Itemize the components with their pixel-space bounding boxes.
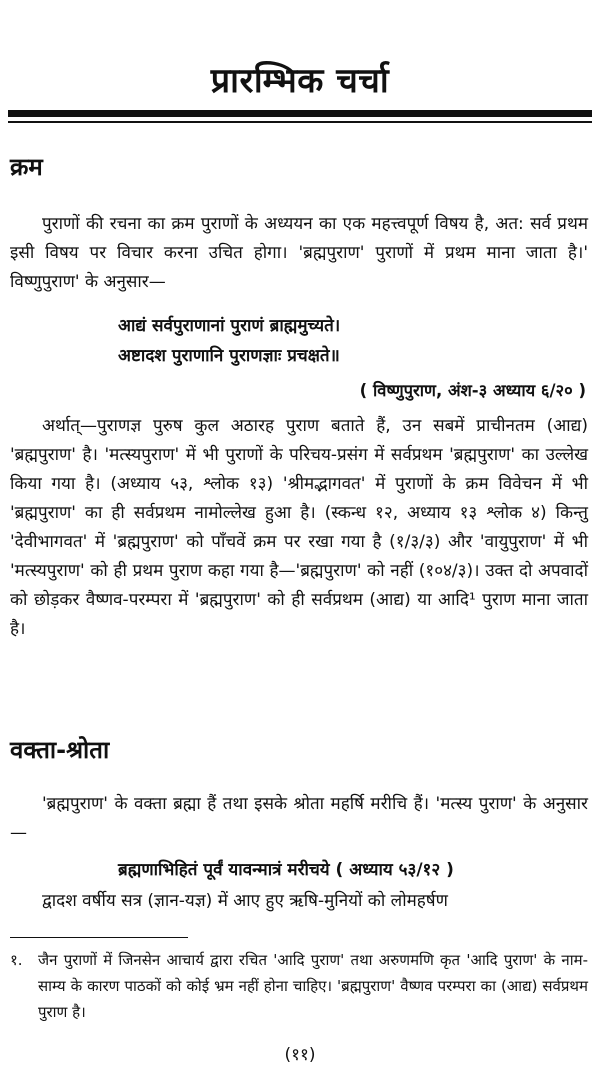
footnote-number: १. <box>10 951 23 969</box>
section1-paragraph-1: पुराणों की रचना का क्रम पुराणों के अध्ययन का एक महत्त्वपूर्ण विषय है, अत: सर्व प्रथम इसी विषय पर विचार करना उचित होगा। 'ब्रह्मपुराण' पुराणों में प्रथम माना जाता है।' विष्णुपुराण' के अनुसार— <box>10 214 588 292</box>
title-rule-thick <box>8 110 592 117</box>
section2-paragraph-1: 'ब्रह्मपुराण' के वक्ता ब्रह्मा हैं तथा इसके श्रोता महर्षि मरीचि हैं। 'मत्स्य पुराण' के अनुसार— <box>10 794 588 843</box>
verse-reference: ( विष्णुपुराण, अंश-३ अध्याय ६/२० ) <box>359 381 586 400</box>
section-heading-vakta-shrota: वक्ता-श्रोता <box>10 736 110 764</box>
footnote <box>10 947 588 1025</box>
footnote-text: जैन पुराणों में जिनसेन आचार्य द्वारा रचित 'आदि पुराण' तथा अरुणमणि कृत 'आदि पुराण' के नाम-साम्य के कारण पाठकों को कोई भ्रम नहीं होना चाहिए। 'ब्रह्मपुराण' वैष्णव परम्परा का (आद्य) सर्वप्रथम पुराण है। <box>38 951 588 1021</box>
section2-paragraph-2: द्वादश वर्षीय सत्र (ज्ञान-यज्ञ) में आए हुए ऋषि-मुनियों को लोमहर्षण <box>42 891 448 911</box>
page-number: (११) <box>284 1045 316 1065</box>
chapter-title: प्रारम्भिक चर्चा <box>210 61 390 101</box>
footnote-rule <box>10 937 188 938</box>
verse-line-1: आद्यं सर्वपुराणानां पुराणं ब्राह्ममुच्यते। <box>118 316 341 336</box>
section1-paragraph-2: अर्थात्—पुराणज्ञ पुरुष कुल अठारह पुराण बताते हैं, उन सबमें प्राचीनतम (आद्य) 'ब्रह्मपुराण' है। 'मत्स्यपुराण' में भी पुराणों के परिचय-प्रसंग में सर्वप्रथम 'ब्रह्मपुराण' का उल्लेख किया गया है। (अध्याय ५३, श्लोक १३) 'श्रीमद्भागवत' में पुराणों के क्रम विवेचन में भी 'ब्रह्मपुराण' का ही सर्वप्रथम नामोल्लेख हुआ है। (स्कन्ध १२, अध्याय १३ श्लोक ४) किन्तु 'देवीभागवत' में 'ब्रह्मपुराण' को पाँचवें क्रम पर रखा गया है (१/३/३) और 'वायुपुराण' में भी 'मत्स्यपुराण' को ही प्रथम पुराण कहा गया है—'ब्रह्मपुराण' को नहीं (१०४/३)। उक्त दो अपवादों को छोड़कर वैष्णव-परम्परा में 'ब्रह्मपुराण' को ही सर्वप्रथम (आद्य) या आदि¹ पुराण माना जाता है। <box>10 416 588 639</box>
section-heading-krama: क्रम <box>10 153 43 181</box>
title-rule-thin <box>8 121 592 123</box>
verse-line-matsya: ब्रह्मणाभिहितं पूर्वं यावन्मात्रं मरीचये ( अध्याय ५३/१२ ) <box>118 860 454 880</box>
verse-line-2: अष्टादश पुराणानि पुराणज्ञाः प्रचक्षते॥ <box>118 346 340 366</box>
